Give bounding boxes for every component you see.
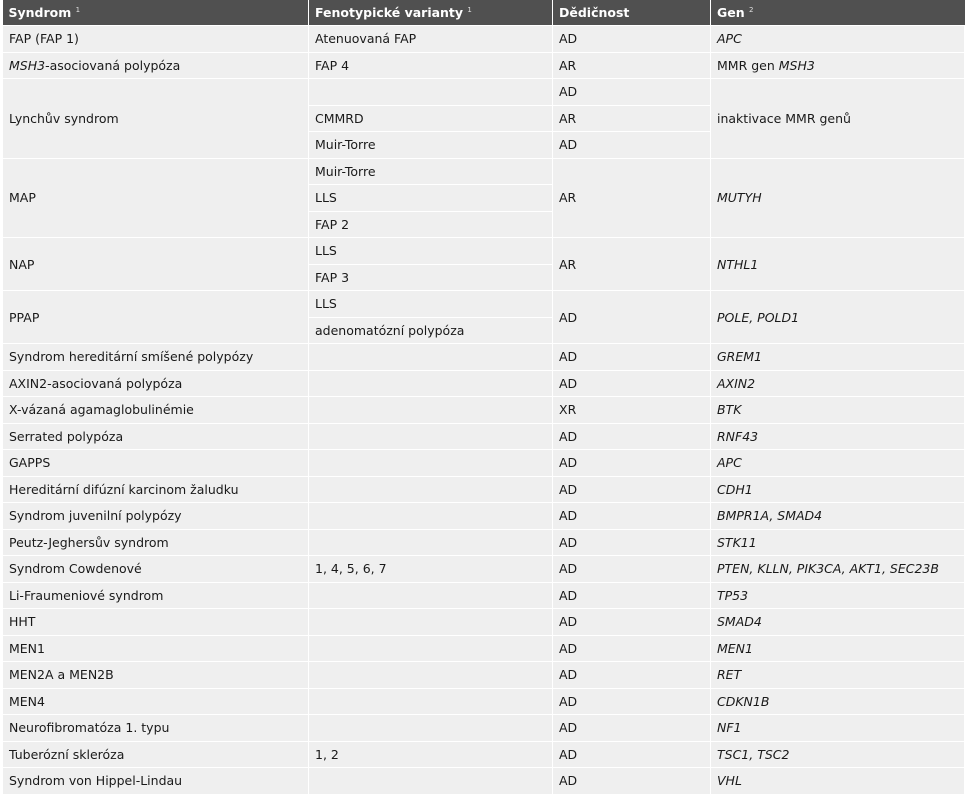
table-row bbox=[3, 52, 965, 79]
cell-gen: BTK bbox=[711, 397, 965, 424]
table-row bbox=[3, 158, 965, 185]
cell-variant bbox=[309, 370, 553, 397]
header-varianty bbox=[309, 0, 553, 26]
cell-dedicnost: AD bbox=[553, 662, 711, 689]
cell-dedicnost: AD bbox=[553, 688, 711, 715]
cell-variant: 1, 2 bbox=[309, 741, 553, 768]
cell-variant bbox=[309, 582, 553, 609]
table-header bbox=[3, 0, 965, 26]
cell-gen: CDKN1B bbox=[711, 688, 965, 715]
cell-syndrom: Syndrom hereditární smíšené polypózy bbox=[3, 344, 309, 371]
header-dedicnost-label: Dědičnost bbox=[559, 5, 630, 20]
cell-variant: FAP 2 bbox=[309, 211, 553, 238]
header-row bbox=[3, 0, 965, 26]
cell-variant: LLS bbox=[309, 238, 553, 265]
cell-gen: STK11 bbox=[711, 529, 965, 556]
cell-variant bbox=[309, 635, 553, 662]
cell-dedicnost: AD bbox=[553, 529, 711, 556]
cell-syndrom: FAP (FAP 1) bbox=[3, 26, 309, 53]
cell-dedicnost: AR bbox=[553, 158, 711, 238]
table-row bbox=[3, 688, 965, 715]
table-row bbox=[3, 529, 965, 556]
table-row bbox=[3, 79, 965, 106]
table-row bbox=[3, 556, 965, 583]
cell-syndrom: AXIN2-asociovaná polypóza bbox=[3, 370, 309, 397]
cell-variant bbox=[309, 423, 553, 450]
gene-prefix: MMR gen bbox=[717, 57, 779, 73]
gene-name-inline: MSH3 bbox=[778, 57, 815, 73]
cell-syndrom: PPAP bbox=[3, 291, 309, 344]
syndrom-suffix: -asociovaná polypóza bbox=[45, 57, 181, 73]
cell-variant bbox=[309, 344, 553, 371]
cell-dedicnost: AR bbox=[553, 238, 711, 291]
cell-syndrom: MEN2A a MEN2B bbox=[3, 662, 309, 689]
cell-variant bbox=[309, 662, 553, 689]
header-gen bbox=[711, 0, 965, 26]
cell-syndrom: Peutz-Jeghersův syndrom bbox=[3, 529, 309, 556]
cell-gen: VHL bbox=[711, 768, 965, 795]
cell-dedicnost: AD bbox=[553, 370, 711, 397]
cell-variant: Muir-Torre bbox=[309, 158, 553, 185]
cell-variant: Atenuovaná FAP bbox=[309, 26, 553, 53]
table-row bbox=[3, 609, 965, 636]
cell-dedicnost: XR bbox=[553, 397, 711, 424]
cell-dedicnost: AR bbox=[553, 105, 711, 132]
cell-variant bbox=[309, 529, 553, 556]
cell-dedicnost: AD bbox=[553, 291, 711, 344]
cell-syndrom: HHT bbox=[3, 609, 309, 636]
table-row bbox=[3, 503, 965, 530]
cell-variant: FAP 4 bbox=[309, 52, 553, 79]
cell-syndrom: Lynchův syndrom bbox=[3, 79, 309, 159]
cell-gen: inaktivace MMR genů bbox=[711, 79, 965, 159]
cell-syndrom: Hereditární difúzní karcinom žaludku bbox=[3, 476, 309, 503]
cell-gen: POLE, POLD1 bbox=[711, 291, 965, 344]
cell-variant: Muir-Torre bbox=[309, 132, 553, 159]
cell-dedicnost: AR bbox=[553, 52, 711, 79]
header-gen-label: Gen bbox=[717, 5, 745, 20]
table-row bbox=[3, 662, 965, 689]
footnote-marker: 2 bbox=[749, 5, 754, 14]
cell-dedicnost: AD bbox=[553, 450, 711, 477]
cell-gen: RET bbox=[711, 662, 965, 689]
cell-syndrom: MEN4 bbox=[3, 688, 309, 715]
cell-gen bbox=[711, 52, 965, 79]
cell-gen: BMPR1A, SMAD4 bbox=[711, 503, 965, 530]
cell-variant: FAP 3 bbox=[309, 264, 553, 291]
syndromes-table bbox=[2, 0, 965, 795]
cell-variant bbox=[309, 79, 553, 106]
cell-dedicnost: AD bbox=[553, 503, 711, 530]
table-row bbox=[3, 238, 965, 265]
table-row bbox=[3, 344, 965, 371]
table-row bbox=[3, 397, 965, 424]
header-syndrom-label: Syndrom bbox=[8, 5, 72, 20]
footnote-marker: 1 bbox=[75, 5, 81, 14]
cell-dedicnost: AD bbox=[553, 423, 711, 450]
cell-dedicnost: AD bbox=[553, 741, 711, 768]
cell-gen: APC bbox=[711, 450, 965, 477]
cell-gen: MEN1 bbox=[711, 635, 965, 662]
cell-syndrom: Tuberózní skleróza bbox=[3, 741, 309, 768]
table-row bbox=[3, 582, 965, 609]
cell-gen: GREM1 bbox=[711, 344, 965, 371]
cell-gen: TSC1, TSC2 bbox=[711, 741, 965, 768]
cell-dedicnost: AD bbox=[553, 344, 711, 371]
cell-dedicnost: AD bbox=[553, 476, 711, 503]
cell-variant: adenomatózní polypóza bbox=[309, 317, 553, 344]
cell-gen: TP53 bbox=[711, 582, 965, 609]
cell-syndrom: Syndrom von Hippel-Lindau bbox=[3, 768, 309, 795]
table-row bbox=[3, 450, 965, 477]
cell-dedicnost: AD bbox=[553, 79, 711, 106]
cell-variant bbox=[309, 609, 553, 636]
cell-variant bbox=[309, 768, 553, 795]
cell-variant bbox=[309, 450, 553, 477]
cell-gen: PTEN, KLLN, PIK3CA, AKT1, SEC23B bbox=[711, 556, 965, 583]
cell-dedicnost: AD bbox=[553, 609, 711, 636]
table-row bbox=[3, 423, 965, 450]
cell-syndrom: MAP bbox=[3, 158, 309, 238]
cell-gen: AXIN2 bbox=[711, 370, 965, 397]
cell-gen: CDH1 bbox=[711, 476, 965, 503]
table-row bbox=[3, 768, 965, 795]
table-row bbox=[3, 476, 965, 503]
cell-syndrom: Serrated polypóza bbox=[3, 423, 309, 450]
header-dedicnost bbox=[553, 0, 711, 26]
cell-variant bbox=[309, 397, 553, 424]
cell-dedicnost: AD bbox=[553, 768, 711, 795]
cell-syndrom: Neurofibromatóza 1. typu bbox=[3, 715, 309, 742]
table-row bbox=[3, 291, 965, 318]
cell-variant bbox=[309, 503, 553, 530]
cell-variant: LLS bbox=[309, 185, 553, 212]
cell-gen: NTHL1 bbox=[711, 238, 965, 291]
cell-dedicnost: AD bbox=[553, 715, 711, 742]
gene-name-inline: MSH3 bbox=[9, 57, 46, 73]
cell-gen: NF1 bbox=[711, 715, 965, 742]
cell-dedicnost: AD bbox=[553, 556, 711, 583]
cell-syndrom: Li-Fraumeniové syndrom bbox=[3, 582, 309, 609]
cell-dedicnost: AD bbox=[553, 132, 711, 159]
table-row bbox=[3, 370, 965, 397]
header-varianty-label: Fenotypické varianty bbox=[315, 5, 464, 20]
footnote-marker: 1 bbox=[467, 5, 472, 14]
cell-syndrom bbox=[3, 52, 309, 79]
table-row bbox=[3, 635, 965, 662]
cell-gen: APC bbox=[711, 26, 965, 53]
table-row bbox=[3, 741, 965, 768]
cell-dedicnost: AD bbox=[553, 582, 711, 609]
cell-syndrom: MEN1 bbox=[3, 635, 309, 662]
cell-variant: 1, 4, 5, 6, 7 bbox=[309, 556, 553, 583]
table-row bbox=[3, 26, 965, 53]
table-row bbox=[3, 715, 965, 742]
cell-syndrom: Syndrom Cowdenové bbox=[3, 556, 309, 583]
cell-gen: MUTYH bbox=[711, 158, 965, 238]
cell-syndrom: GAPPS bbox=[3, 450, 309, 477]
cell-variant bbox=[309, 715, 553, 742]
cell-syndrom: Syndrom juvenilní polypózy bbox=[3, 503, 309, 530]
cell-gen: RNF43 bbox=[711, 423, 965, 450]
cell-variant: LLS bbox=[309, 291, 553, 318]
cell-variant bbox=[309, 476, 553, 503]
cell-gen: SMAD4 bbox=[711, 609, 965, 636]
cell-syndrom: NAP bbox=[3, 238, 309, 291]
cell-variant bbox=[309, 688, 553, 715]
cell-variant: CMMRD bbox=[309, 105, 553, 132]
cell-dedicnost: AD bbox=[553, 635, 711, 662]
table-body bbox=[3, 26, 965, 795]
cell-dedicnost: AD bbox=[553, 26, 711, 53]
cell-syndrom: X-vázaná agamaglobulinémie bbox=[3, 397, 309, 424]
header-syndrom bbox=[3, 0, 309, 26]
